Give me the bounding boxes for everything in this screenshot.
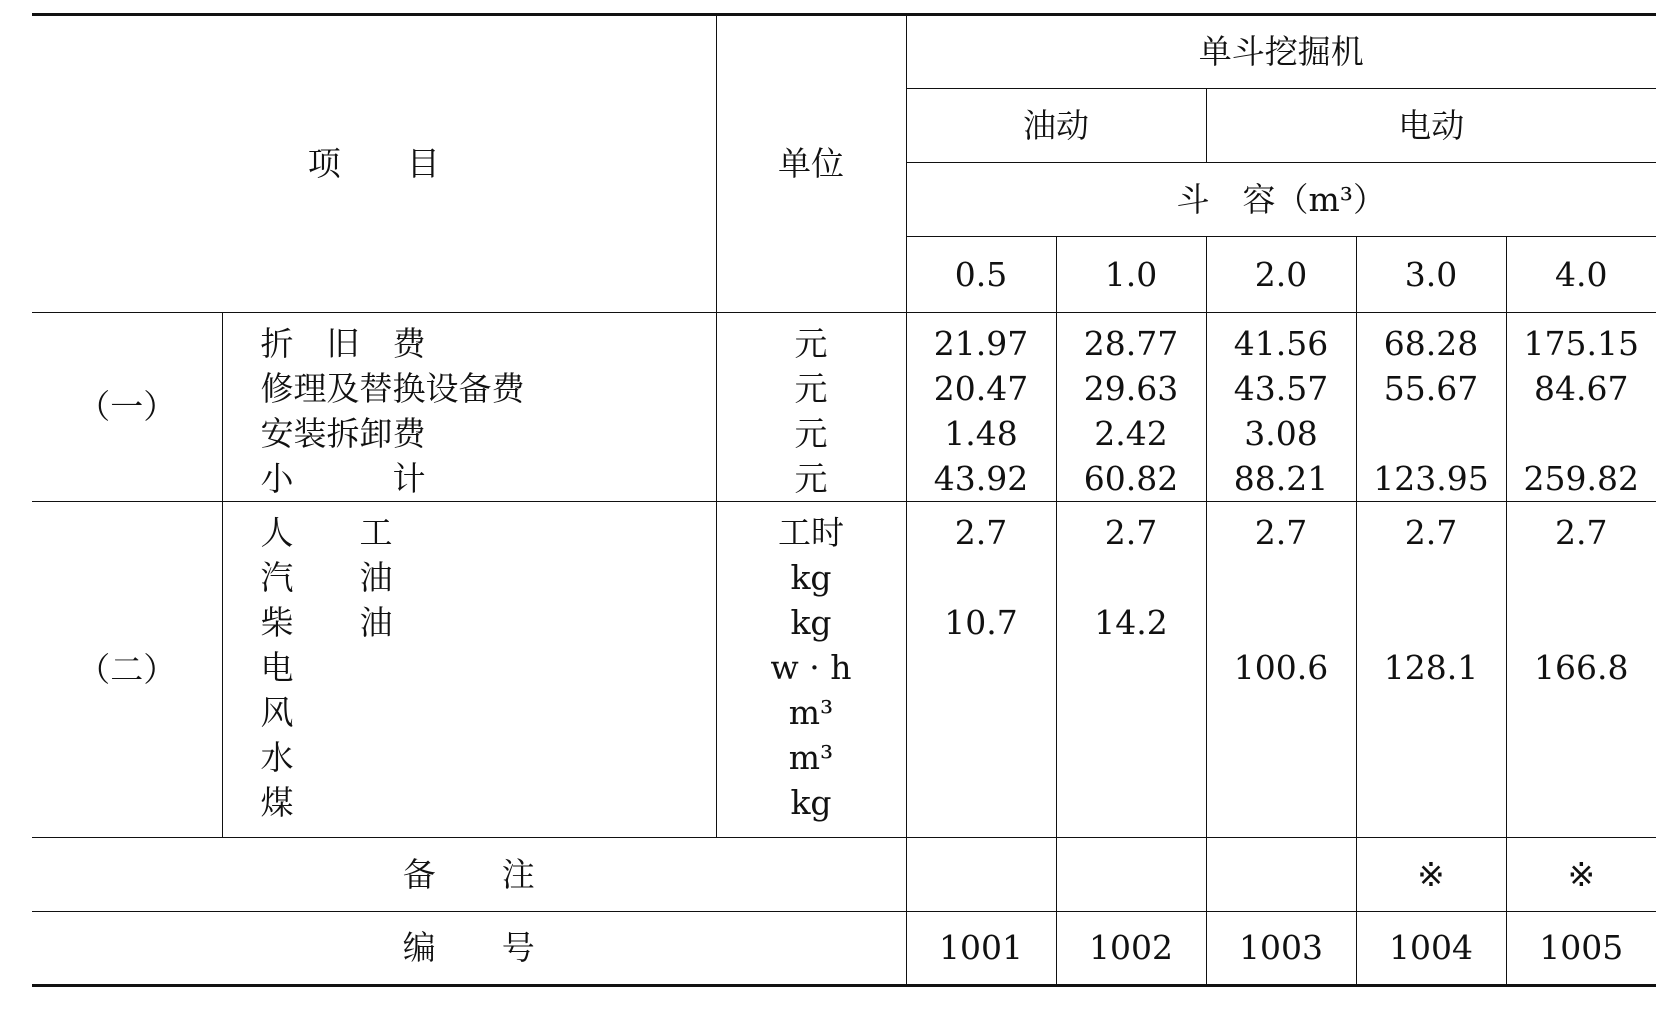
value-cell: 175.15 [1523, 324, 1639, 363]
machine-header: 单斗挖掘机 [906, 15, 1656, 89]
value-cell: 20.47 [933, 369, 1029, 408]
item-header: 项 目 [32, 15, 716, 313]
numbering-row [32, 912, 1656, 986]
value-cell: 68.28 [1383, 324, 1479, 363]
electric-drive-header: 电动 [1206, 89, 1656, 163]
unit-cell: w · h [770, 648, 852, 687]
value-cell [1057, 645, 1206, 690]
value-cell [1057, 555, 1206, 600]
value-cell [1507, 555, 1657, 600]
item-name: 电 [260, 648, 294, 687]
remark-cell [906, 838, 1056, 912]
value-cell: 1.48 [944, 414, 1018, 453]
remark-cell: ※ [1356, 838, 1506, 912]
value-cell [1357, 690, 1506, 735]
number-cell: 1001 [906, 912, 1056, 986]
value-cell [1357, 735, 1506, 780]
section-2-row [32, 502, 1656, 838]
value-cell [1507, 690, 1657, 735]
remarks-row [32, 838, 1656, 912]
value-cell: 100.6 [1233, 648, 1329, 687]
value-cell [1057, 690, 1206, 735]
value-cell: 28.77 [1083, 324, 1179, 363]
section-1-row [32, 313, 1656, 502]
unit-cell: m³ [788, 738, 834, 777]
value-cell: 43.92 [933, 459, 1029, 498]
item-name: 小 计 [260, 459, 426, 498]
numbering-label: 编 号 [32, 912, 906, 986]
value-cell: 2.7 [1254, 513, 1308, 552]
value-cell: 2.7 [954, 513, 1008, 552]
item-name: 修理及替换设备费 [260, 369, 525, 408]
number-cell: 1003 [1206, 912, 1356, 986]
value-cell: 123.95 [1373, 459, 1489, 498]
value-cell: 55.67 [1383, 369, 1479, 408]
capacity-header: 3.0 [1356, 237, 1506, 313]
value-cell: 3.08 [1244, 414, 1318, 453]
machine-cost-table [32, 13, 1656, 1000]
value-cell [1057, 780, 1206, 825]
oil-drive-header: 油动 [906, 89, 1206, 163]
value-cell [907, 690, 1056, 735]
value-cell: 10.7 [944, 603, 1018, 642]
value-cell: 60.82 [1083, 459, 1179, 498]
value-cell [1507, 411, 1657, 456]
remark-cell [1056, 838, 1206, 912]
item-name: 汽 油 [260, 558, 393, 597]
unit-cell: kg [790, 603, 832, 642]
value-cell [907, 735, 1056, 780]
value-cell [907, 780, 1056, 825]
number-cell: 1004 [1356, 912, 1506, 986]
value-cell [1507, 735, 1657, 780]
value-cell [1207, 780, 1356, 825]
section-1-label: （一） [32, 313, 222, 502]
unit-cell: 元 [794, 414, 828, 453]
number-cell: 1005 [1506, 912, 1656, 986]
value-cell [1357, 600, 1506, 645]
value-cell: 259.82 [1523, 459, 1639, 498]
number-cell: 1002 [1056, 912, 1206, 986]
unit-cell: 元 [794, 369, 828, 408]
value-cell: 84.67 [1534, 369, 1629, 408]
capacity-header: 4.0 [1506, 237, 1656, 313]
value-cell: 29.63 [1083, 369, 1179, 408]
remark-cell: ※ [1506, 838, 1656, 912]
item-name: 水 [260, 738, 294, 777]
value-cell [1357, 780, 1506, 825]
unit-cell: 元 [794, 324, 828, 363]
value-cell [1057, 735, 1206, 780]
value-cell [907, 555, 1056, 600]
unit-cell: 元 [794, 459, 828, 498]
value-cell: 2.7 [1104, 513, 1158, 552]
unit-cell: kg [790, 783, 832, 822]
value-cell: 128.1 [1383, 648, 1479, 687]
value-cell [1207, 600, 1356, 645]
value-cell: 14.2 [1094, 603, 1168, 642]
value-cell: 2.7 [1404, 513, 1458, 552]
unit-cell: 工时 [778, 513, 844, 552]
remarks-label: 备 注 [32, 838, 906, 912]
section-2-label: （二） [32, 502, 222, 838]
capacity-header: 0.5 [906, 237, 1056, 313]
value-cell [1207, 555, 1356, 600]
value-cell [1507, 600, 1657, 645]
unit-cell: m³ [788, 693, 834, 732]
value-cell: 43.57 [1233, 369, 1329, 408]
value-cell [1357, 411, 1506, 456]
item-name: 风 [260, 693, 294, 732]
item-name: 安装拆卸费 [260, 414, 426, 453]
value-cell: 88.21 [1233, 459, 1329, 498]
value-cell [1507, 780, 1657, 825]
bucket-capacity-header: 斗 容（m³） [906, 163, 1656, 237]
value-cell: 2.42 [1094, 414, 1168, 453]
cost-table [32, 13, 1656, 987]
value-cell: 2.7 [1555, 513, 1608, 552]
value-cell [1207, 690, 1356, 735]
remark-cell [1206, 838, 1356, 912]
value-cell: 166.8 [1534, 648, 1629, 687]
value-cell [907, 645, 1056, 690]
item-name: 折 旧 费 [260, 324, 426, 363]
item-name: 人 工 [260, 513, 393, 552]
capacity-header: 2.0 [1206, 237, 1356, 313]
value-cell: 21.97 [933, 324, 1029, 363]
unit-cell: kg [790, 558, 832, 597]
item-name: 煤 [260, 783, 294, 822]
capacity-header: 1.0 [1056, 237, 1206, 313]
unit-header: 单位 [716, 15, 906, 313]
item-name: 柴 油 [260, 603, 393, 642]
value-cell [1357, 555, 1506, 600]
value-cell: 41.56 [1233, 324, 1329, 363]
value-cell [1207, 735, 1356, 780]
